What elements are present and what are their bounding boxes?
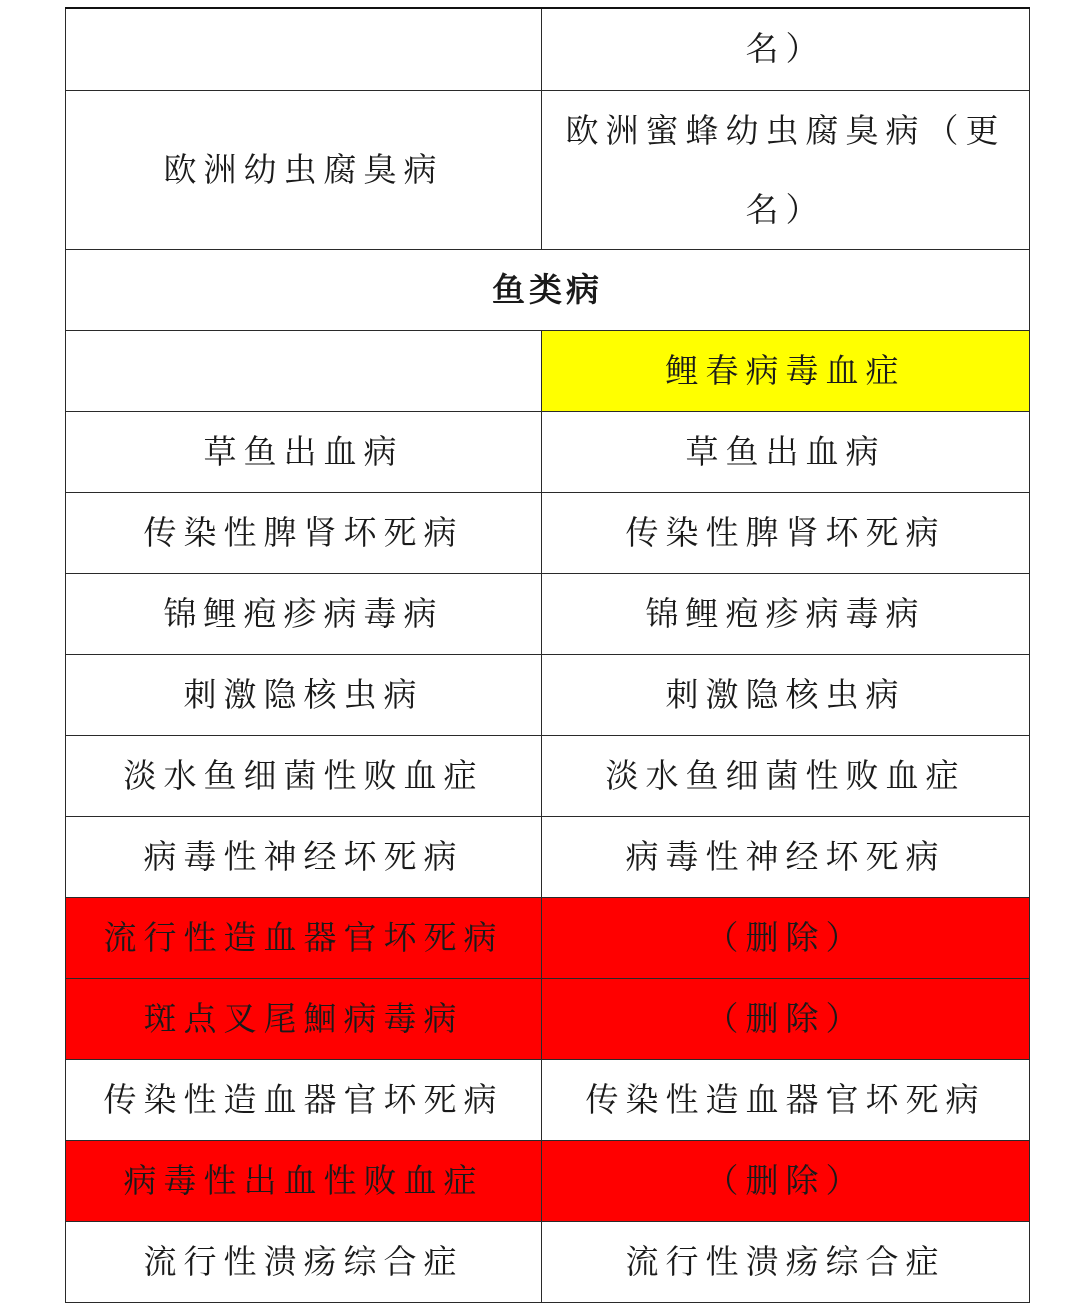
table-row-deleted: [66, 978, 1030, 1059]
section-header-fish-diseases: 鱼类病: [66, 249, 1030, 330]
new-name-cell: [542, 573, 1030, 654]
new-name-text: 传染性造血器官坏死病: [585, 1079, 986, 1119]
old-name-text: 传染性造血器官坏死病: [103, 1079, 504, 1119]
old-name-cell: [66, 573, 542, 654]
disease-table-container: [65, 7, 1029, 1303]
new-name-text: 欧洲蜜蜂幼虫腐臭病（更名）: [565, 110, 1006, 229]
old-name-text: 草鱼出血病: [203, 431, 404, 471]
table-row: [66, 90, 1030, 249]
old-name-text: 锦鲤疱疹病毒病: [163, 593, 444, 633]
old-name-cell: [66, 1059, 542, 1140]
old-name-cell: [66, 411, 542, 492]
old-name-cell: [66, 816, 542, 897]
deleted-marker-text: （删除）: [705, 917, 866, 957]
new-name-cell: [542, 492, 1030, 573]
new-name-text: 鲤春病毒血症: [665, 350, 906, 390]
old-name-cell: [66, 654, 542, 735]
new-name-cell: [542, 1059, 1030, 1140]
old-name-text: 流行性造血器官坏死病: [103, 917, 504, 957]
old-name-cell: [66, 90, 542, 249]
table-row: [66, 573, 1030, 654]
table-row: [66, 735, 1030, 816]
new-name-text: 锦鲤疱疹病毒病: [645, 593, 926, 633]
section-header-row: [66, 249, 1030, 330]
new-name-cell: [542, 735, 1030, 816]
new-name-text: 刺激隐核虫病: [665, 674, 906, 714]
old-name-text: 斑点叉尾鮰病毒病: [143, 998, 464, 1038]
table-row-deleted: [66, 1140, 1030, 1221]
old-name-cell: [66, 492, 542, 573]
table-row: [66, 8, 1030, 90]
disease-comparison-table: [65, 7, 1030, 1303]
old-name-text: 欧洲幼虫腐臭病: [163, 150, 444, 189]
old-name-cell: [66, 735, 542, 816]
new-name-text: 名）: [745, 29, 826, 69]
deleted-marker-cell: [542, 1140, 1030, 1221]
old-name-cell: [66, 978, 542, 1059]
old-name-text: 刺激隐核虫病: [183, 674, 424, 714]
old-name-cell: [66, 8, 542, 90]
old-name-text: 病毒性出血性败血症: [123, 1160, 484, 1200]
table-row: [66, 1059, 1030, 1140]
new-name-cell: [542, 90, 1030, 249]
new-name-cell: [542, 8, 1030, 90]
new-name-cell: [542, 654, 1030, 735]
old-name-text: 传染性脾肾坏死病: [143, 512, 464, 552]
table-row: [66, 411, 1030, 492]
new-name-text: 病毒性神经坏死病: [625, 836, 946, 876]
deleted-marker-cell: [542, 978, 1030, 1059]
new-name-cell: [542, 411, 1030, 492]
deleted-marker-text: （删除）: [705, 998, 866, 1038]
old-name-text: 流行性溃疡综合症: [143, 1241, 464, 1281]
table-row: [66, 816, 1030, 897]
new-name-cell-highlighted: [542, 330, 1030, 411]
new-name-text: 草鱼出血病: [685, 431, 886, 471]
new-name-cell: [542, 816, 1030, 897]
old-name-text: 淡水鱼细菌性败血症: [123, 755, 484, 795]
new-name-text: 流行性溃疡综合症: [625, 1241, 946, 1281]
deleted-marker-text: （删除）: [705, 1160, 866, 1200]
old-name-cell: [66, 897, 542, 978]
old-name-cell: [66, 1140, 542, 1221]
new-name-text: 传染性脾肾坏死病: [625, 512, 946, 552]
table-row-deleted: [66, 897, 1030, 978]
table-row: [66, 330, 1030, 411]
deleted-marker-cell: [542, 897, 1030, 978]
old-name-text: 病毒性神经坏死病: [143, 836, 464, 876]
table-row: [66, 654, 1030, 735]
table-row: [66, 492, 1030, 573]
new-name-text: 淡水鱼细菌性败血症: [605, 755, 966, 795]
old-name-cell: [66, 330, 542, 411]
